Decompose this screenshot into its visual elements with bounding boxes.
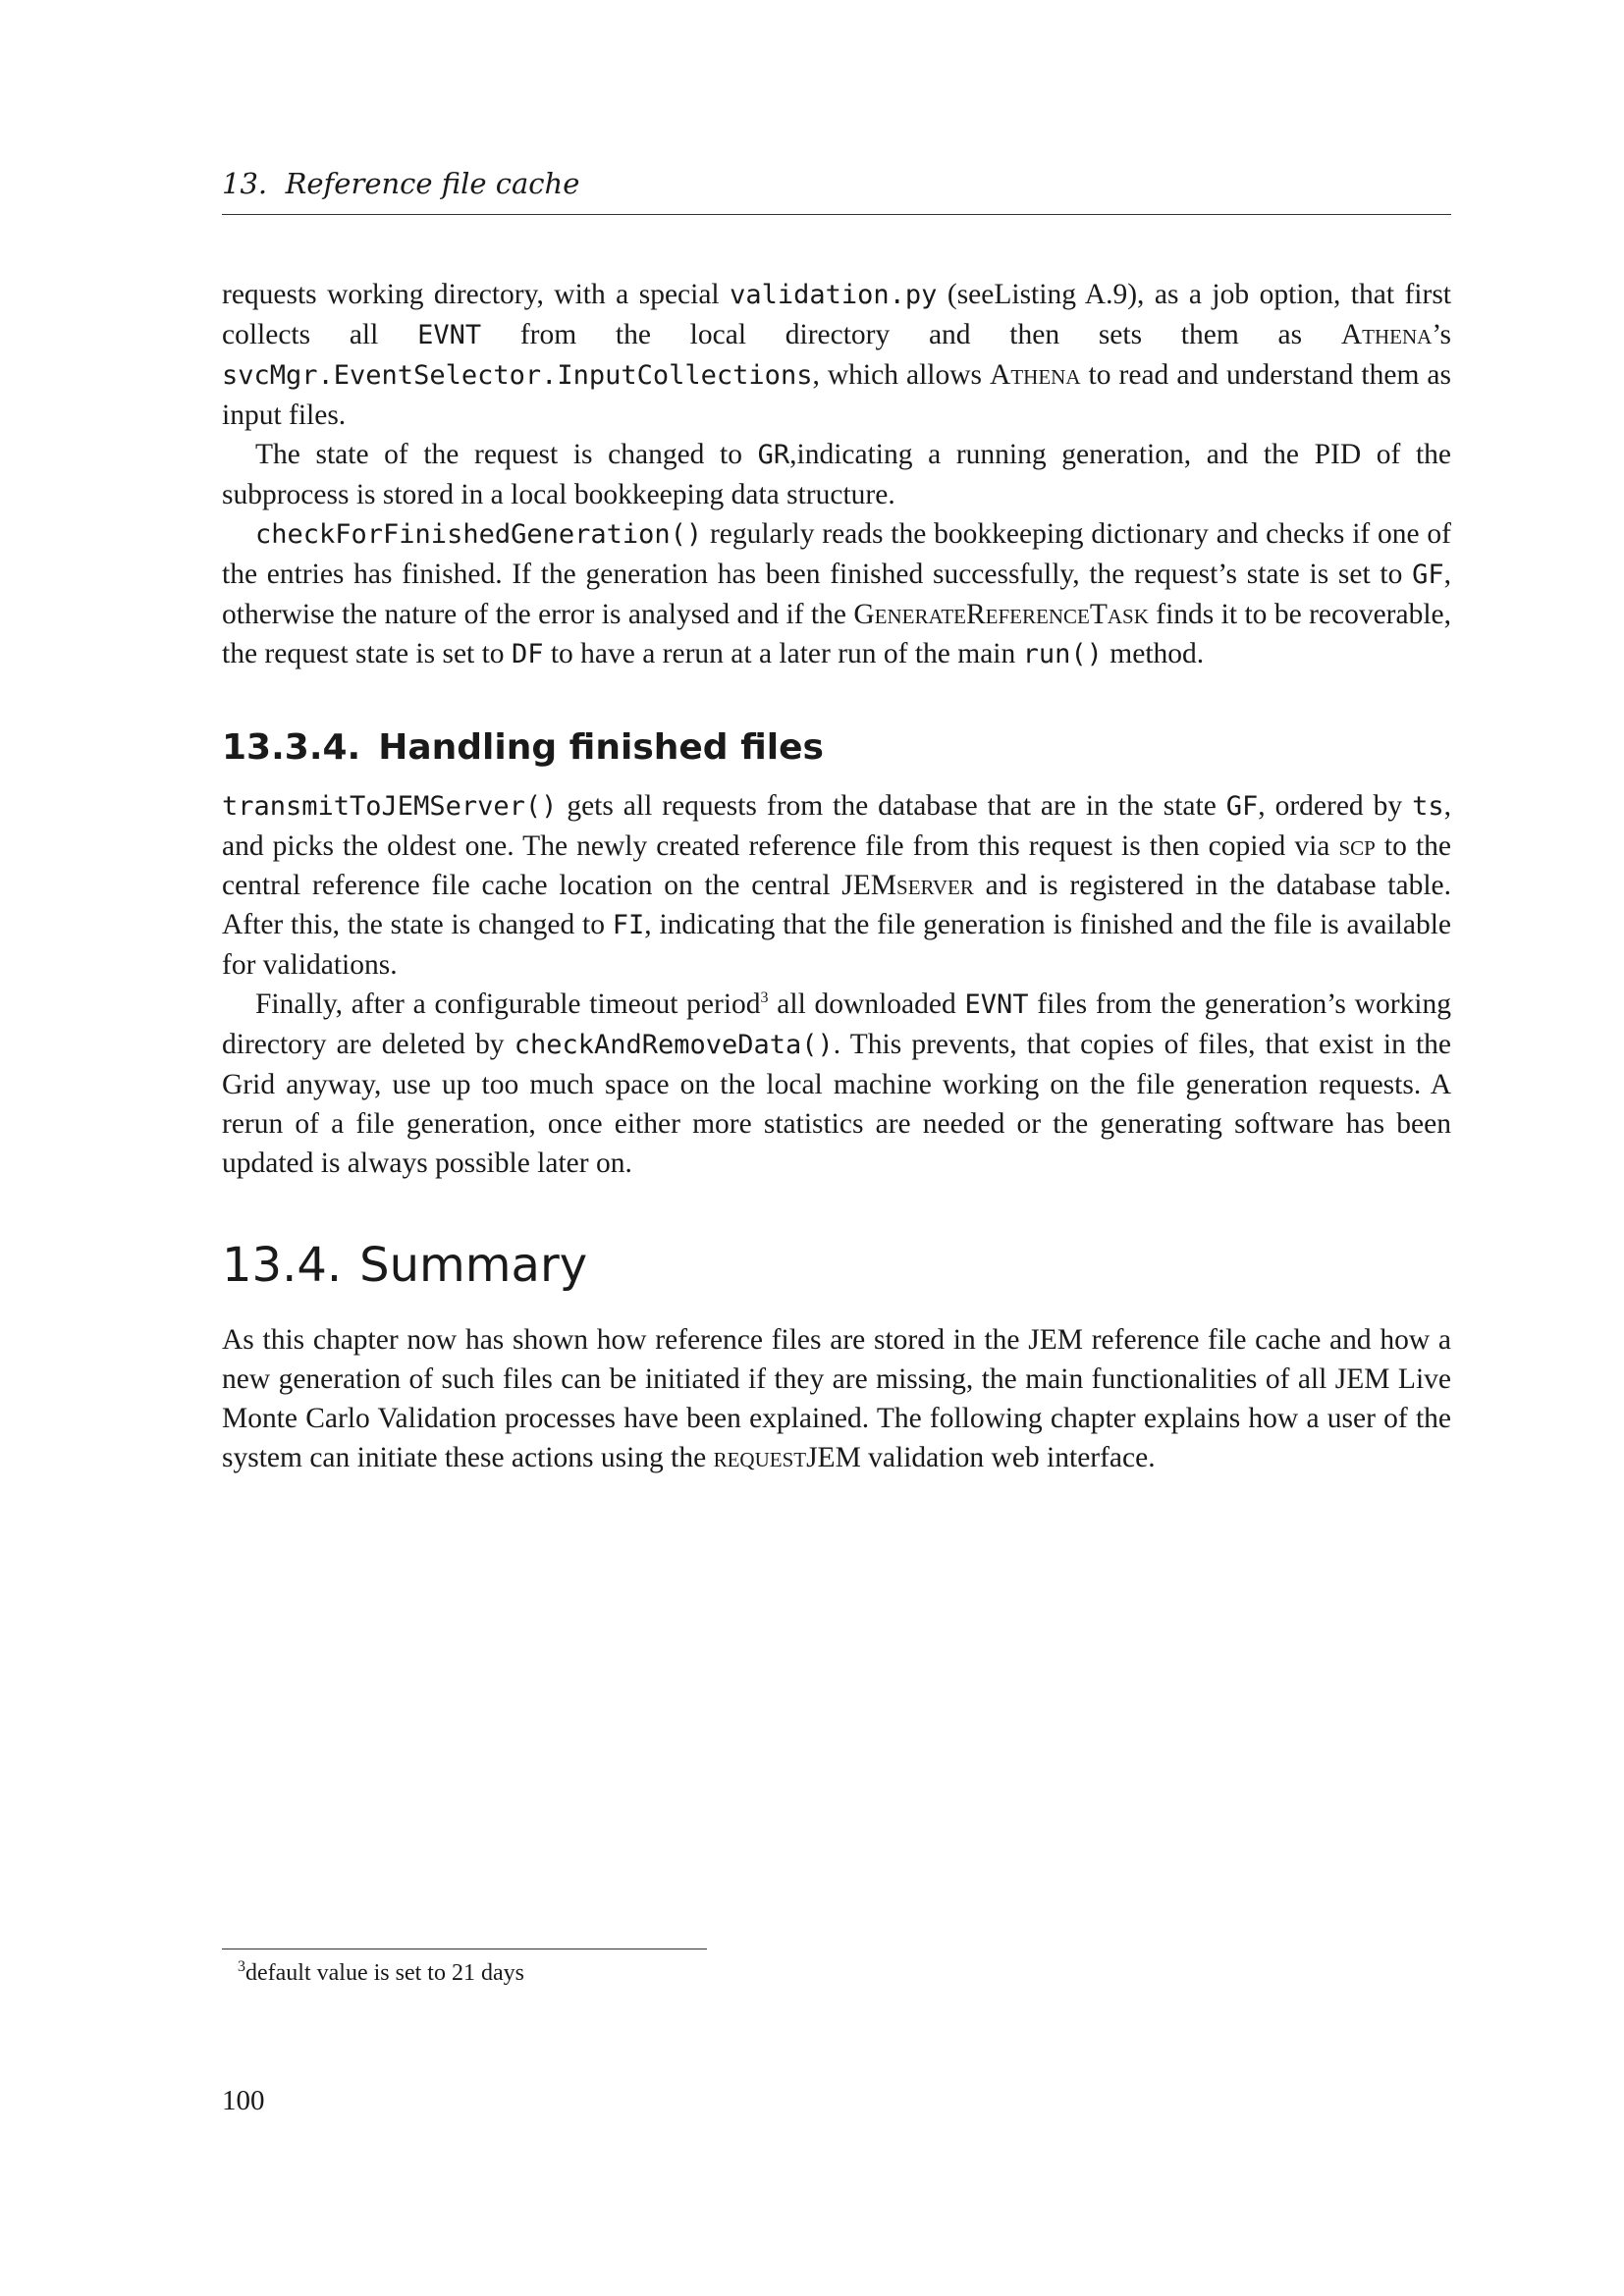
section-heading-handling-finished-files — [222, 725, 1451, 771]
paragraph-check-finished: checkForFinishedGeneration() regularly reads the bookkeeping dictionary and checks if one of the entries has finished. If the generation has been finished successfully, the request’s state is set to GF, otherwise the nature of the error is analysed and if the GenerateReferenceTask finds it to be recoverable, the request state is set to DF to have a rerun at a later run of the main run() method. — [222, 518, 1451, 669]
inline-code: checkForFinishedGeneration() — [255, 519, 703, 550]
section-number: 13.4. — [222, 1238, 343, 1293]
section-number: 13.3.4. — [222, 727, 361, 768]
inline-code: transmitToJEMServer() — [222, 791, 558, 822]
inline-code: svcMgr.EventSelector.InputCollections — [222, 360, 813, 391]
inline-code: ts — [1412, 791, 1444, 822]
inline-code: run() — [1022, 639, 1103, 669]
inline-code: EVNT — [417, 320, 482, 350]
task-name: GenerateReferenceTask — [853, 599, 1149, 630]
paragraph-transmit: transmitToJEMServer() gets all requests from the database that are in the state GF, ordered by ts, and picks the oldest one. The newly created reference file from this request is then copied via scp to the central reference file cache location on the central JEMserver and is registered in the database table. After this, the state is changed to FI, indicating that the file generation is finished and the file is available for validations. — [222, 790, 1451, 981]
inline-code: GF — [1412, 560, 1444, 590]
inline-code: GF — [1225, 791, 1259, 822]
interface-name: request — [713, 1442, 807, 1473]
server-name: server — [896, 870, 974, 901]
chapter-title: Reference file cache — [285, 167, 580, 200]
inline-code: GR — [757, 440, 790, 470]
main-content — [222, 275, 1451, 1477]
footnote-reference: 3 — [760, 989, 769, 1007]
tool-name: scp — [1338, 830, 1376, 862]
section-title: Handling finished files — [378, 727, 824, 768]
paragraph-cleanup: Finally, after a configurable timeout period$^3$ all downloaded EVNT files from the generation’s working directory are deleted by checkAndRemoveData(). This prevents, that copies of files, that exist in the Grid anyway, use up too much space on the local machine working on the file generation requests. A rerun of a file generation, once either more statistics are needed or the generating software has been updated is always possible later on. — [222, 988, 1451, 1179]
section-heading-summary — [222, 1238, 1451, 1293]
paragraph-state-gr: The state of the request is changed to GR,indicating a running generation, and the PID of the subprocess is stored in a local bookkeeping data structure. — [222, 439, 1451, 510]
footnote-text: default value is set to 21 days — [245, 1960, 524, 1986]
running-header — [222, 165, 1451, 215]
chapter-number: 13. — [222, 167, 268, 200]
section-title: Summary — [359, 1238, 588, 1293]
inline-code: DF — [511, 639, 544, 669]
inline-code: validation.py — [730, 280, 938, 310]
paragraph-validation-setup: requests working directory, with a special validation.py (seeListing A.9), as a job option, that first collects all EVNT from the local directory and then sets them as Athena’s svcMgr.EventSelector.InputCollections, which allows Athena to read and understand them as input files. — [222, 279, 1452, 431]
page-number: 100 — [222, 2085, 265, 2116]
inline-code: checkAndRemoveData() — [514, 1030, 834, 1060]
software-name: Athena — [1340, 319, 1433, 350]
inline-code: FI — [612, 910, 645, 940]
footnote — [238, 1956, 1121, 1990]
footnote-mark: 3 — [238, 1958, 245, 1975]
software-name: Athena — [990, 359, 1081, 391]
inline-code: EVNT — [964, 989, 1029, 1020]
paragraph-summary: As this chapter now has shown how reference files are stored in the JEM reference file cache and how a new generation of such files can be initiated if they are missing, the main functionalities of all JEM Live Monte Carlo Validation processes have been explained. The following chapter explains how a user of the system can initiate these actions using the requestJEM validation web interface. — [222, 1324, 1451, 1473]
